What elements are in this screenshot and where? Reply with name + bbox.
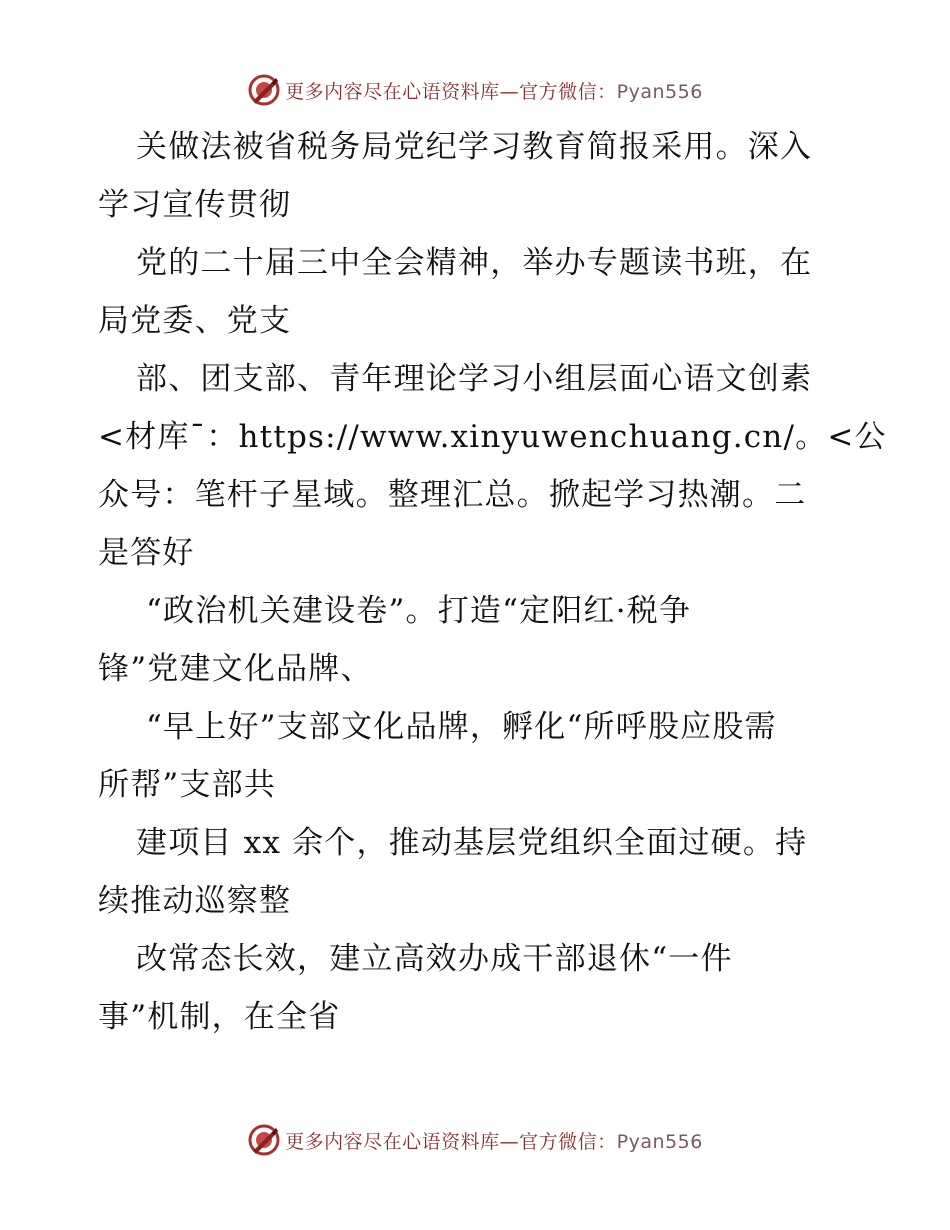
text-line: 事”机制，在全省 xyxy=(98,999,341,1035)
header-watermark xyxy=(0,70,950,110)
text-line: 是答好 xyxy=(98,535,195,571)
text-line: 建项目 xx 余个，推动基层党组织全面过硬。持 xyxy=(136,825,808,861)
text-line: 关做法被省税务局党纪学习教育简报采用。深入 xyxy=(136,129,813,165)
document-body xyxy=(98,118,887,1046)
header-watermark-text xyxy=(285,77,703,104)
text-line: 所帮”支部共 xyxy=(98,767,277,803)
text-line: 局党委、党支 xyxy=(98,303,292,339)
pen-circle-logo-icon xyxy=(247,1123,281,1157)
footer-watermark-label: 更多内容尽在心语资料库—官方微信： xyxy=(285,1130,617,1153)
text-line: 党的二十届三中全会精神，举办专题读书班，在 xyxy=(136,245,813,281)
footer-watermark xyxy=(0,1120,950,1160)
header-watermark-label: 更多内容尽在心语资料库—官方微信： xyxy=(285,80,617,103)
text-line: 众号：笔杆子星域。整理汇总。掀起学习热潮。二 xyxy=(98,477,807,513)
pen-circle-logo-icon xyxy=(247,73,281,107)
text-line: “早上好”支部文化品牌，孵化“所呼股应股需 xyxy=(146,709,777,745)
footer-wechat-id: Pyan556 xyxy=(616,1130,703,1153)
header-wechat-id: Pyan556 xyxy=(616,80,703,103)
text-line: 锋”党建文化品牌、 xyxy=(98,651,373,687)
footer-watermark-text xyxy=(285,1127,703,1154)
text-line: 改常态长效，建立高效办成干部退休“一件 xyxy=(136,941,733,977)
text-line: 部、团支部、青年理论学习小组层面心语文创素 xyxy=(136,361,813,397)
text-line: 学习宣传贯彻 xyxy=(98,187,292,223)
text-line: “政治机关建设卷”。打造“定阳红·税争 xyxy=(146,593,692,629)
text-line: 续推动巡察整 xyxy=(98,883,292,919)
text-line: <材库¯：https://www.xinyuwenchuang.cn/。<公 xyxy=(98,419,887,455)
